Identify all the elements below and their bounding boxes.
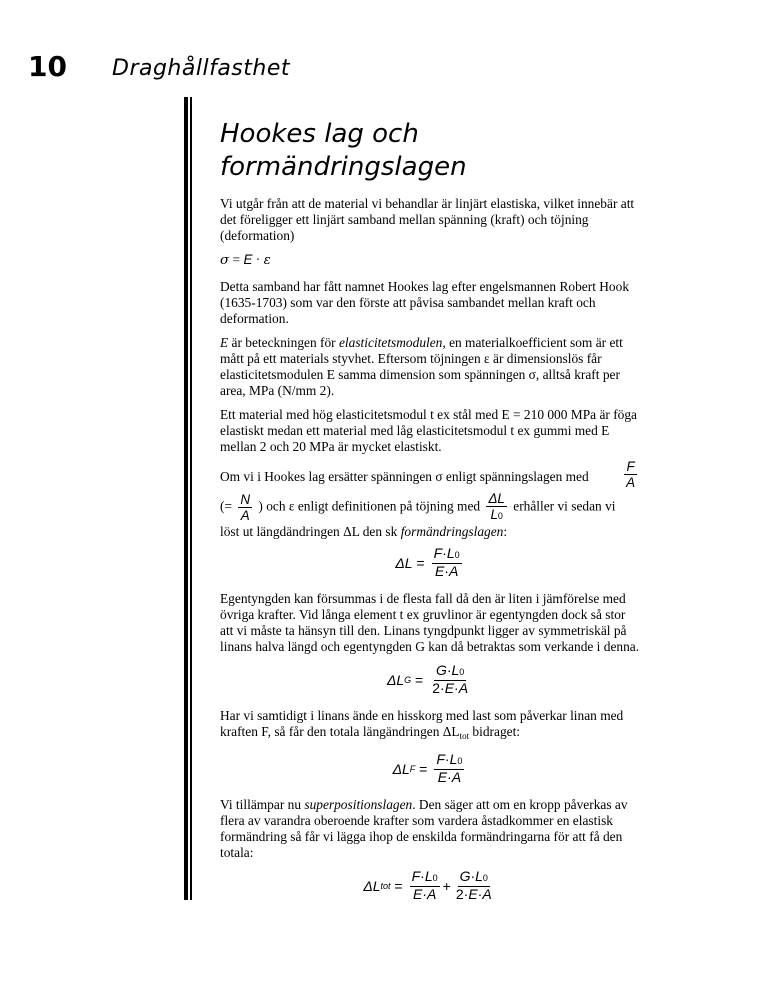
text-p5d: erhåller vi sedan vi — [513, 498, 616, 514]
paragraph-superposition: Vi tillämpar nu superpositionslagen. Den säger att om en kropp påverkas av flera av varandra oberoende krafter som vardera åstadkommer en elastisk formändring så får vi lägga ihop de enskilda formändringarna för att få den totala: — [220, 797, 628, 860]
eq2-lhs: ΔL G = — [386, 671, 424, 688]
equation-hooke — [220, 252, 640, 269]
term-superpositionslagen: superpositionslagen — [304, 797, 413, 812]
paragraph-elastic-modulus — [220, 335, 640, 399]
paragraph-substitution — [220, 459, 640, 540]
text-p5g: : — [503, 524, 508, 539]
paragraph-intro: Vi utgår från att de material vi behandlar är linjärt elastiska, vilket innebär att det föreligger ett linjärt samband mellan spänning (kraft) och töjning (deformation) — [220, 196, 635, 243]
frac-num-dL: ΔL — [488, 491, 505, 506]
fraction-F-over-A — [624, 459, 637, 490]
fraction-dL-over-L0 — [486, 491, 506, 524]
margin-rule-thin — [190, 97, 192, 900]
paragraph-elevator-load: Har vi samtidigt i linans ände en hisskorg med last som påverkar linan med kraften F, så får den totala längändringen $\Delta L_{tot}$ bidraget: — [220, 708, 624, 741]
eq4-plus: + — [442, 877, 451, 894]
equation-formandringslagen — [220, 546, 640, 579]
frac-den-A: A — [626, 475, 635, 490]
paragraph-self-weight: Egentyngden kan försummas i de flesta fall då den är liten i jämförelse med övriga krafter. Vid långa element t ex gruvlinor är egentyngden dock så stor att vi måste ta hänsyn till den. Linans tyngdpunkt ligger av symmetriskäl på linans halva längd och egentyngden G kan då betraktas som verkande i denna. — [220, 591, 640, 654]
eq-epsilon: ε — [263, 253, 271, 268]
paragraph-hooke-history: Detta samband har fått namnet Hookes lag efter engelsmannen Robert Hook (1635-1703) som var den förste att påvisa sambandet mellan kraft och deformation. — [220, 279, 630, 326]
equation-delta-LG — [220, 663, 640, 696]
equation-delta-Ltot — [220, 869, 640, 902]
text-p5c: ) och ε enligt definitionen på töjning med — [258, 498, 481, 514]
section-title-line2: formändringslagen — [220, 152, 467, 182]
frac-num-N: N — [240, 492, 251, 507]
eq-equals: = — [232, 252, 241, 267]
equation-delta-LF — [220, 752, 640, 785]
eq-sigma: σ — [220, 253, 230, 268]
section-title — [220, 118, 640, 184]
fraction-N-over-A — [238, 492, 252, 523]
text-p5b: (= — [220, 498, 233, 514]
eq3-lhs: ΔL F = — [392, 760, 428, 777]
margin-rule — [184, 97, 188, 900]
paragraph-material-examples: Ett material med hög elasticitetsmodul t ex stål med E = 210 000 MPa är föga elastiskt medan ett material med låg elasticitetsmodul t ex gummi med E mellan 2 och 20 MPa är mycket elastiskt. — [220, 407, 637, 454]
text-p5a: Om vi i Hookes lag ersätter spänningen σ enligt spänningslagen med — [220, 469, 589, 484]
text-p5e: löst ut längdändringen ΔL den sk — [220, 524, 401, 539]
page-number: 10 — [28, 50, 67, 83]
eq4-fraction-1: $\frac{F\cdot L0}{E\cdot A}$ — [411, 868, 438, 902]
frac-num-F: F — [626, 459, 635, 474]
eq4-fraction-2: $\frac{G\cdot L0}{2\cdot E\cdot A}$ — [455, 868, 492, 902]
eq1-fraction: $\frac{F\cdot L0}{E\cdot A}$ — [433, 545, 460, 579]
eq3-fraction: $\frac{F\cdot L0}{E\cdot A}$ — [436, 751, 463, 785]
frac-den-L0: L0 — [490, 507, 503, 522]
eq4-lhs: ΔL tot = — [363, 877, 403, 894]
eq-E: E — [243, 252, 253, 267]
term-elasticitetsmodulen: elasticitetsmodulen, — [338, 335, 446, 350]
text-p3b: är beteckningen för — [228, 335, 339, 350]
text-p3d: en materialkoefficient som är ett mått på ett materials styvhet. Eftersom töjningen ε är dimensionslös får elasticitetsmodulen E samma dimension som spänningen σ, alltså kraft per area, MPa (N/mm 2). — [220, 335, 623, 398]
text-E: E — [220, 335, 229, 350]
eq1-lhs: ΔL = — [395, 554, 425, 571]
term-formandringslagen: formändringslagen — [400, 524, 504, 539]
eq2-fraction: $\frac{G\cdot L0}{2\cdot E\cdot A}$ — [432, 662, 469, 696]
frac-den-A2: A — [240, 508, 250, 523]
section-content — [220, 118, 640, 914]
section-title-line1: Hookes lag och — [220, 119, 419, 149]
chapter-title: Draghållfasthet — [112, 56, 290, 81]
eq-dot: · — [255, 252, 261, 267]
